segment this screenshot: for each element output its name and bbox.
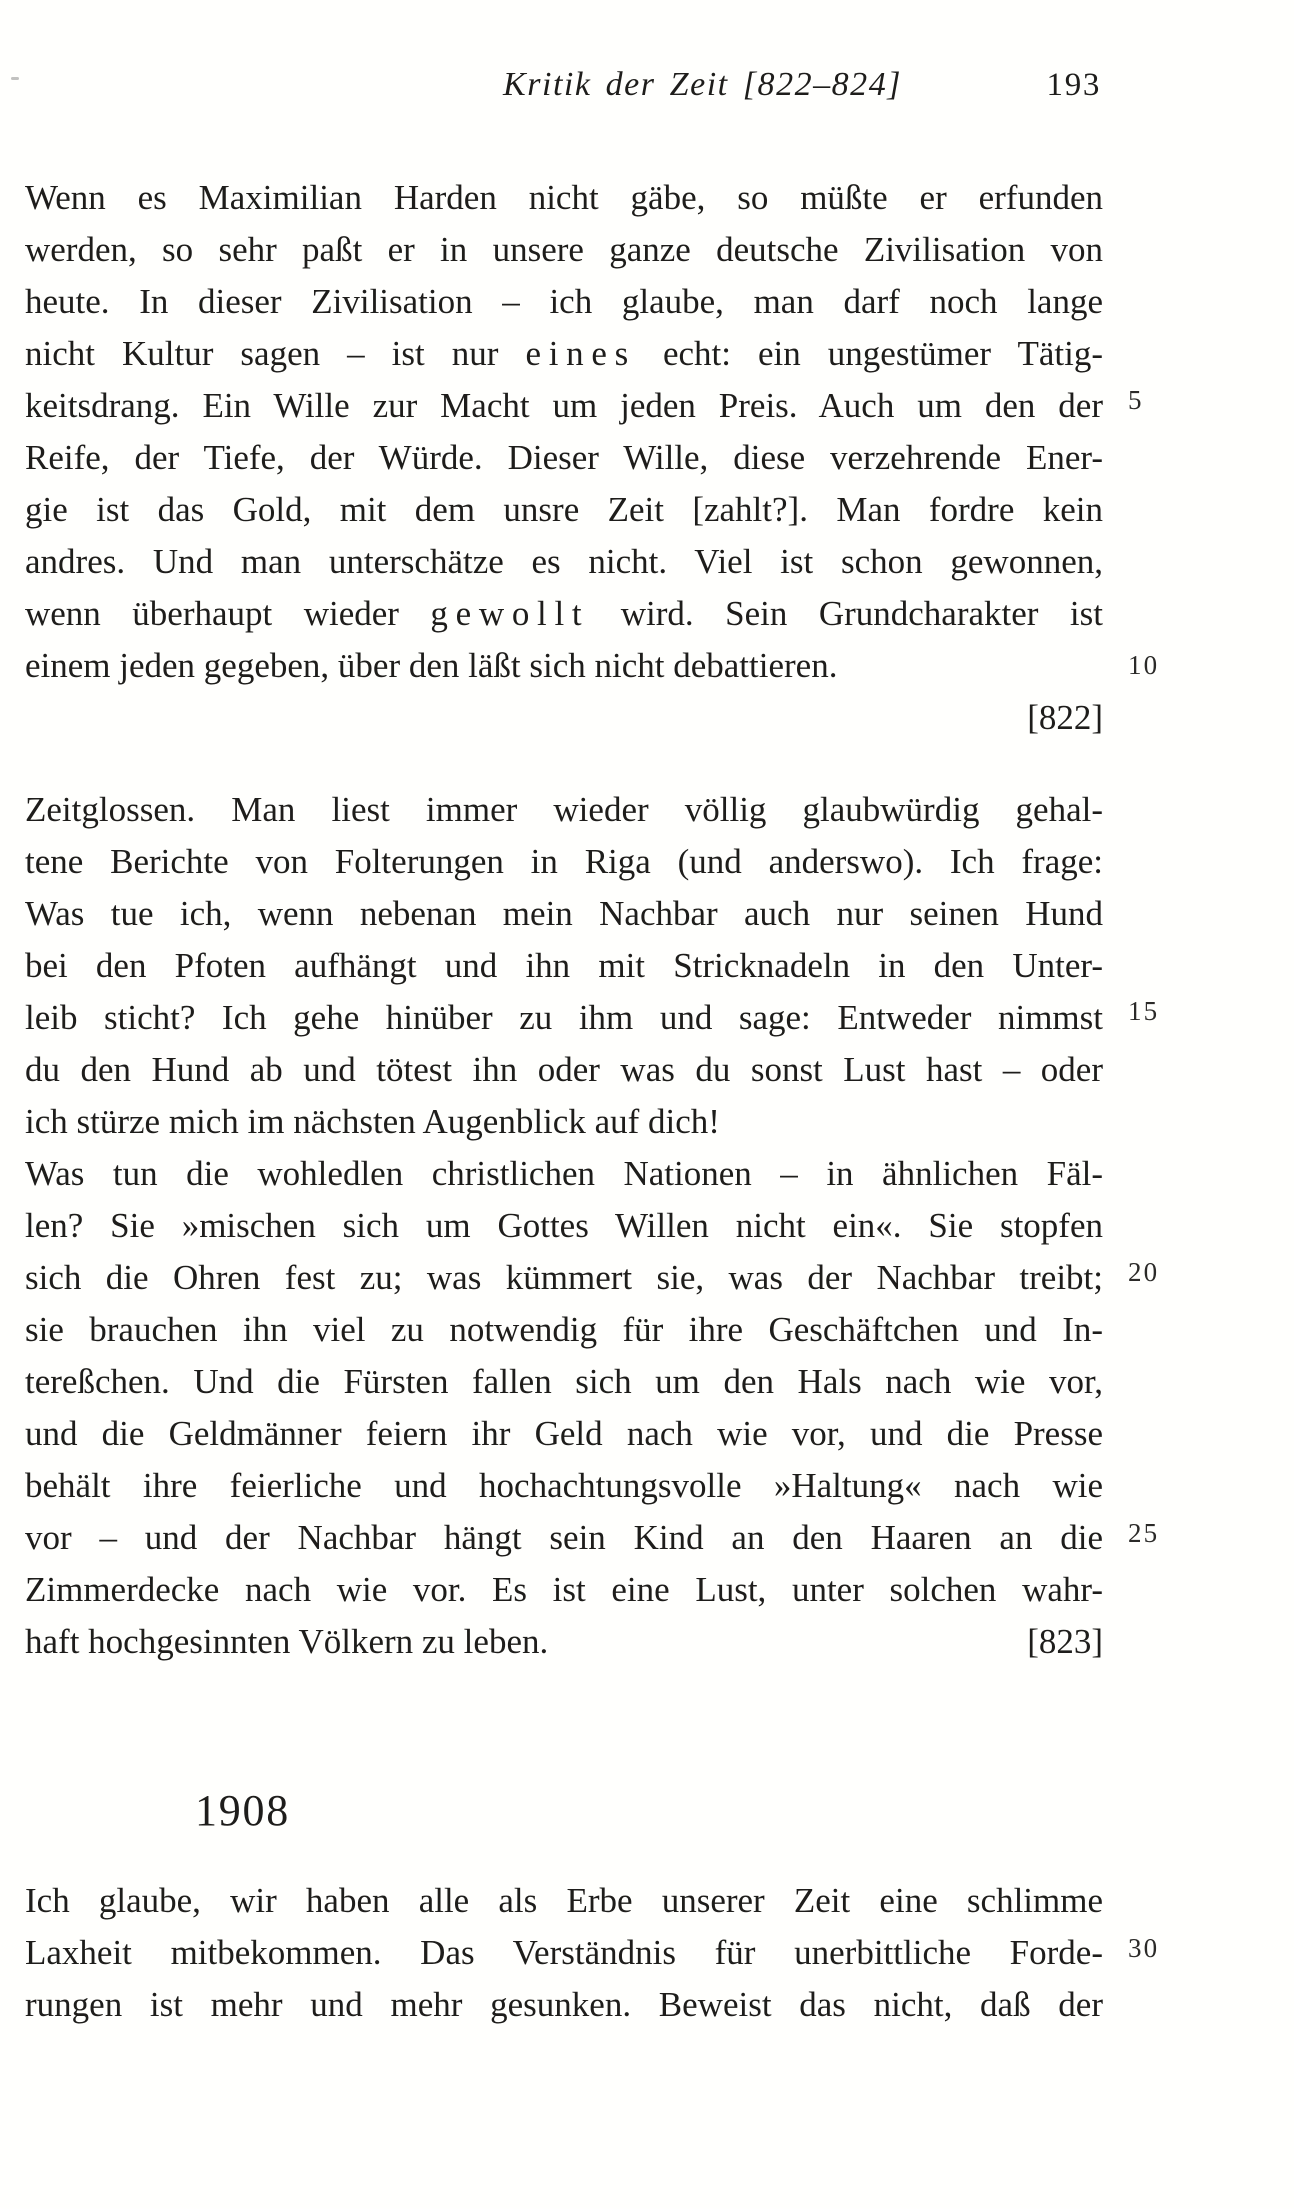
text-line [25, 1875, 1103, 1927]
text-line-content: andres. Und man unterschätze es nicht. Viel ist schon gewonnen, [25, 542, 1103, 581]
text-line [25, 940, 1103, 992]
text-line-content: bei den Pfoten aufhängt und ihn mit Stricknadeln in den Unter- [25, 946, 1103, 985]
text-line-content: einem jeden gegeben, über den läßt sich nicht debattieren. [25, 646, 838, 685]
scan-artifact [11, 77, 19, 80]
text-line-content: Ich glaube, wir haben alle als Erbe unserer Zeit eine schlimme [25, 1881, 1103, 1920]
margin-line-number: 15 [1128, 996, 1160, 1026]
margin-line-number: 25 [1128, 1518, 1160, 1548]
text-column [25, 172, 1103, 2031]
text-line-content: tereßchen. Und die Fürsten fallen sich um den Hals nach wie vor, [25, 1362, 1103, 1401]
text-line [25, 432, 1103, 484]
text-line [25, 1927, 1103, 1979]
margin-line-number: 20 [1128, 1257, 1160, 1287]
text-line [25, 692, 1103, 744]
text-line [25, 1304, 1103, 1356]
text-line-content: Wenn es Maximilian Harden nicht gäbe, so müßte er erfunden [25, 178, 1103, 217]
text-line [25, 224, 1103, 276]
text-line-content: sich die Ohren fest zu; was kümmert sie, was der Nachbar treibt; [25, 1258, 1103, 1297]
text-line-content: haft hochgesinnten Völkern zu leben. [25, 1622, 549, 1661]
text-line [25, 1979, 1103, 2031]
text-line-content: Zeitglossen. Man liest immer wieder völlig glaubwürdig gehal- [25, 790, 1103, 829]
text-line-content: und die Geldmänner feiern ihr Geld nach wie vor, und die Presse [25, 1414, 1103, 1453]
text-line-content: rungen ist mehr und mehr gesunken. Beweist das nicht, daß der [25, 1985, 1103, 2024]
margin-line-number: 30 [1128, 1933, 1160, 1963]
text-line-content: werden, so sehr paßt er in unsere ganze deutsche Zivilisation von [25, 230, 1103, 269]
text-line-content: vor – und der Nachbar hängt sein Kind an den Haaren an die [25, 1518, 1103, 1557]
text-line [25, 640, 1103, 692]
text-line [25, 536, 1103, 588]
text-line [25, 172, 1103, 224]
text-line-content: len? Sie »mischen sich um Gottes Willen nicht ein«. Sie stopfen [25, 1206, 1103, 1245]
text-line-content: wenn überhaupt wieder gewollt wird. Sein Grundcharakter ist [25, 594, 1103, 633]
text-line-content: behält ihre feierliche und hochachtungsvolle »Haltung« nach wie [25, 1466, 1103, 1505]
running-head [25, 66, 1103, 112]
text-line [25, 1252, 1103, 1304]
margin-line-number: 10 [1128, 650, 1160, 680]
text-line-content: sie brauchen ihn viel zu notwendig für ihre Geschäftchen und In- [25, 1310, 1103, 1349]
text-line [25, 1460, 1103, 1512]
text-line-content: Zimmerdecke nach wie vor. Es ist eine Lust, unter solchen wahr- [25, 1570, 1103, 1609]
text-line-content: nicht Kultur sagen – ist nur eines echt: ein ungestümer Tätig- [25, 334, 1103, 373]
text-line [25, 1512, 1103, 1564]
text-line-content: Reife, der Tiefe, der Würde. Dieser Wille, diese verzehrende Ener- [25, 438, 1103, 477]
fragment-number: [823] [1027, 1622, 1103, 1661]
text-line-content: Was tun die wohledlen christlichen Nationen – in ähnlichen Fäl- [25, 1154, 1103, 1193]
text-line-content: du den Hund ab und tötest ihn oder was du sonst Lust hast – oder [25, 1050, 1103, 1089]
text-line [25, 380, 1103, 432]
text-line [25, 1200, 1103, 1252]
text-line [25, 1044, 1103, 1096]
text-line [25, 484, 1103, 536]
text-line [25, 992, 1103, 1044]
text-line-content: Laxheit mitbekommen. Das Verständnis für unerbittliche Forde- [25, 1933, 1103, 1972]
text-line-content: gie ist das Gold, mit dem unsre Zeit [zahlt?]. Man fordre kein [25, 490, 1103, 529]
running-head-title: Kritik der Zeit [822–824] [503, 66, 903, 103]
text-line-content: keitsdrang. Ein Wille zur Macht um jeden Preis. Auch um den der [25, 386, 1103, 425]
paragraph-harden [25, 172, 1103, 744]
text-line-content: heute. In dieser Zivilisation – ich glaube, man darf noch lange [25, 282, 1103, 321]
text-line [25, 1408, 1103, 1460]
text-line-content: tene Berichte von Folterungen in Riga (und anderswo). Ich frage: [25, 842, 1103, 881]
text-line [25, 888, 1103, 940]
paragraph-zeitglossen [25, 784, 1103, 1668]
margin-line-numbers [1128, 0, 1198, 2209]
text-line [25, 1564, 1103, 1616]
text-line-content: leib sticht? Ich gehe hinüber zu ihm und sage: Entweder nimmst [25, 998, 1103, 1037]
text-line [25, 1356, 1103, 1408]
text-line [25, 1148, 1103, 1200]
text-line-content: ich stürze mich im nächsten Augenblick auf dich! [25, 1102, 720, 1141]
text-line [25, 1096, 1103, 1148]
text-line [25, 784, 1103, 836]
text-line-content: [822] [1027, 698, 1103, 737]
text-line [25, 588, 1103, 640]
section-heading-year: 1908 [195, 1786, 291, 1835]
paragraph-laxheit [25, 1875, 1103, 2031]
text-line [25, 836, 1103, 888]
text-line [25, 276, 1103, 328]
text-line [25, 328, 1103, 380]
text-line [25, 1616, 1103, 1668]
page-number: 193 [1046, 67, 1101, 103]
margin-line-number: 5 [1128, 385, 1144, 415]
text-line-content: Was tue ich, wenn nebenan mein Nachbar auch nur seinen Hund [25, 894, 1103, 933]
